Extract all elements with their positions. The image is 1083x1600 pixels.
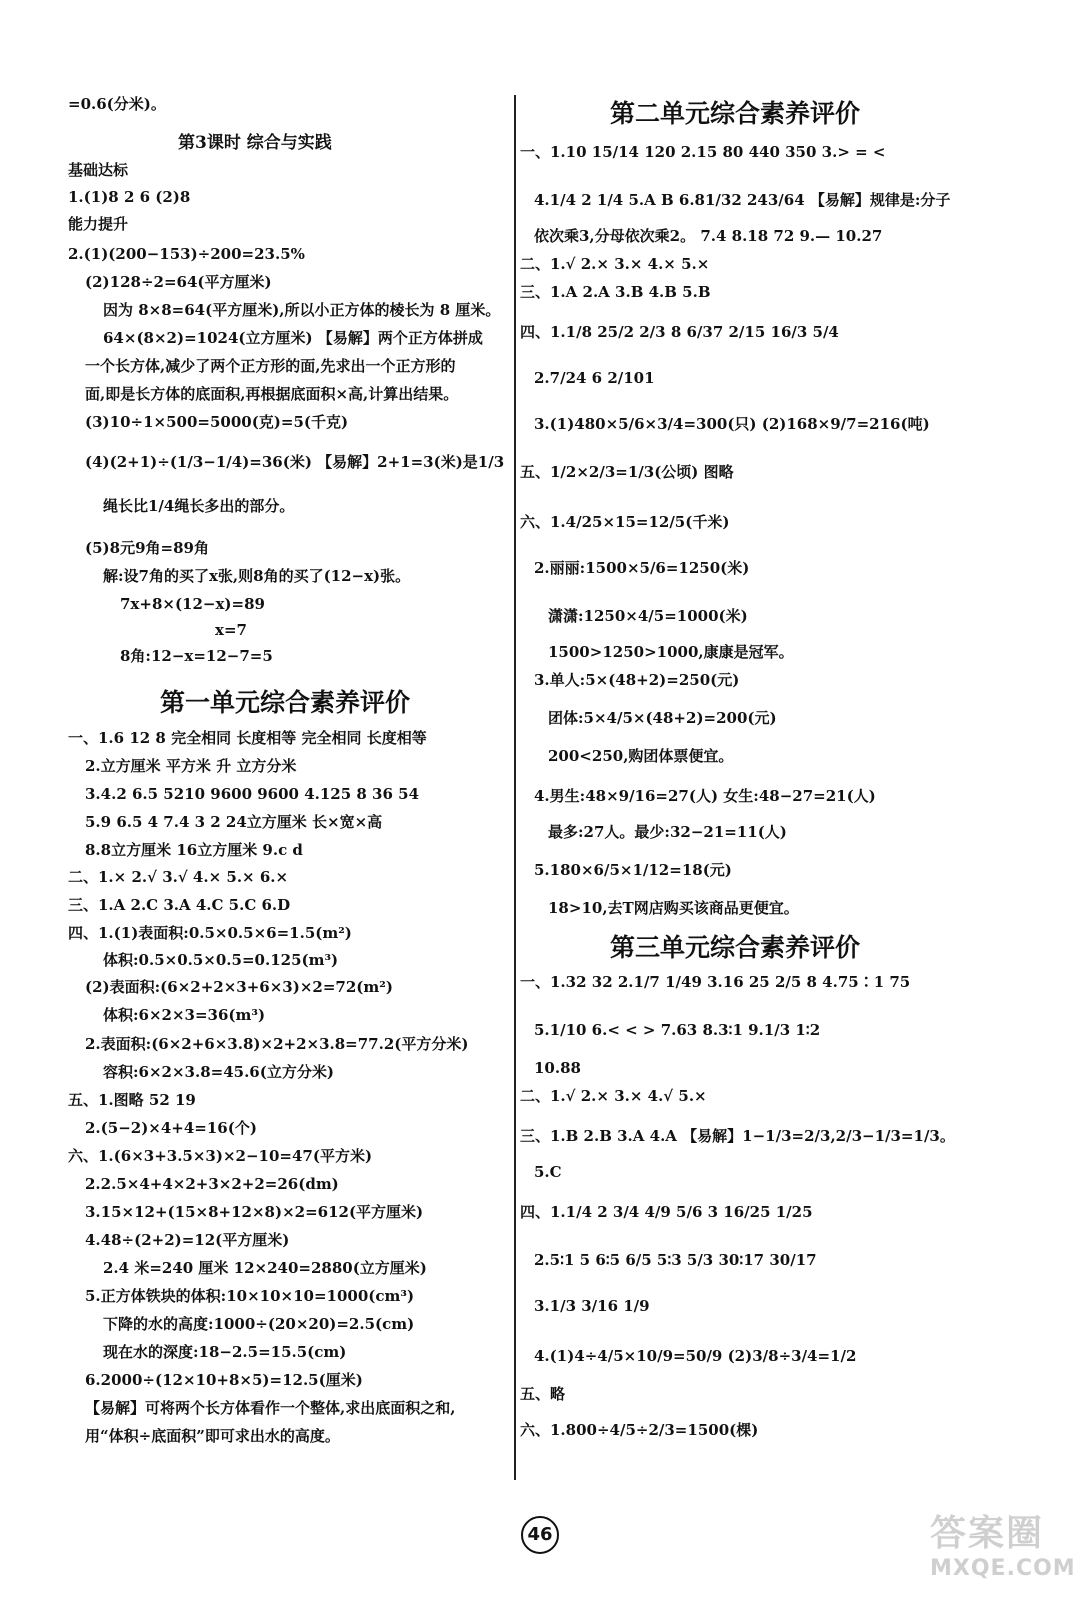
subheading: 基础达标 — [68, 161, 129, 179]
text-line: 1.(1)8 2 6 (2)8 — [68, 188, 191, 206]
text-line: 因为 8×8=64(平方厘米),所以小正方体的棱长为 8 厘米。 — [103, 301, 501, 319]
text-line: 现在水的深度:18−2.5=15.5(cm) — [103, 1343, 347, 1361]
text-line: 5.1/10 6.< < > 7.63 8.3∶1 9.1/3 1∶2 — [534, 1021, 821, 1039]
text-line: 四、1.1/4 2 3/4 4/9 5/6 3 16/25 1/25 — [520, 1203, 813, 1221]
text-line: 依次乘3,分母依次乘2。 7.4 8.18 72 9.— 10.27 — [534, 227, 883, 245]
unit-1-title: 第一单元综合素养评价 — [160, 688, 411, 717]
text-line: 一、1.32 32 2.1/7 1/49 3.16 25 2/5 8 4.75∶1 75 — [520, 973, 911, 991]
text-line: 一、1.10 15/14 120 2.15 80 440 350 3.> = < — [520, 143, 886, 161]
text-line: 3.15×12+(15×8+12×8)×2=612(平方厘米) — [85, 1203, 424, 1221]
text-line: 【易解】可将两个长方体看作一个整体,求出底面积之和, — [85, 1399, 456, 1417]
text-line: 6.2000÷(12×10+8×5)=12.5(厘米) — [85, 1371, 363, 1389]
text-line: 5.180×6/5×1/12=18(元) — [534, 861, 732, 879]
unit-3-title: 第三单元综合素养评价 — [610, 933, 861, 962]
text-line: 5.9 6.5 4 7.4 3 2 24立方厘米 长×宽×高 — [85, 813, 383, 831]
text-line: 2.(1)(200−153)÷200=23.5% — [68, 245, 305, 263]
text-line: (5)8元9角=89角 — [85, 539, 209, 557]
text-line: 4.48÷(2+2)=12(平方厘米) — [85, 1231, 290, 1249]
watermark-text: 答案圈 — [930, 1513, 1045, 1554]
page-number: 46 — [521, 1516, 559, 1554]
subheading: 能力提升 — [68, 215, 129, 233]
text-line: 4.男生:48×9/16=27(人) 女生:48−27=21(人) — [534, 787, 876, 805]
text-line: 5.C — [534, 1163, 562, 1181]
watermark-url: MXQE.COM — [930, 1556, 1076, 1581]
text-line: 二、1.× 2.√ 3.√ 4.× 5.× 6.× — [68, 868, 289, 886]
text-line: 5.正方体铁块的体积:10×10×10=1000(cm³) — [85, 1287, 415, 1305]
text-line: 用“体积÷底面积”即可求出水的高度。 — [85, 1427, 340, 1445]
text-line: 六、1.(6×3+3.5×3)×2−10=47(平方米) — [68, 1147, 373, 1165]
text-line: 3.单人:5×(48+2)=250(元) — [534, 671, 740, 689]
text-line: 1500>1250>1000,康康是冠军。 — [548, 643, 794, 661]
text-line: 2.4 米=240 厘米 12×240=2880(立方厘米) — [103, 1259, 427, 1277]
text-line: 2.立方厘米 平方米 升 立方分米 — [85, 757, 297, 775]
text-line: 一个长方体,减少了两个正方形的面,先求出一个正方形的 — [85, 357, 456, 375]
text-line: 2.表面积:(6×2+6×3.8)×2+2×3.8=77.2(平方分米) — [85, 1035, 469, 1053]
text-line: 4.(1)4÷4/5×10/9=50/9 (2)3/8÷3/4=1/2 — [534, 1347, 857, 1365]
text-line: 体积:6×2×3=36(m³) — [103, 1006, 266, 1024]
text-line: 面,即是长方体的底面积,再根据底面积×高,计算出结果。 — [85, 385, 459, 403]
text-line: x=7 — [215, 621, 247, 639]
text-line: 8角:12−x=12−7=5 — [120, 647, 273, 665]
text-line: =0.6(分米)。 — [68, 95, 166, 113]
text-line: 四、1.(1)表面积:0.5×0.5×6=1.5(m²) — [68, 924, 352, 942]
text-line: 五、1.图略 52 19 — [68, 1091, 196, 1109]
text-line: 10.88 — [534, 1059, 581, 1077]
section-heading: 第3课时 综合与实践 — [178, 133, 332, 153]
text-line: 2.(5−2)×4+4=16(个) — [85, 1119, 257, 1137]
text-line: (2)表面积:(6×2+2×3+6×3)×2=72(m²) — [85, 978, 393, 996]
text-line: 容积:6×2×3.8=45.6(立方分米) — [103, 1063, 334, 1081]
text-line: 六、1.800÷4/5÷2/3=1500(棵) — [520, 1421, 759, 1439]
text-line: (4)(2+1)÷(1/3−1/4)=36(米) 【易解】2+1=3(米)是1/3 — [85, 453, 505, 471]
text-line: 二、1.√ 2.× 3.× 4.× 5.× — [520, 255, 710, 273]
text-line: 三、1.A 2.A 3.B 4.B 5.B — [520, 283, 711, 301]
text-line: 三、1.A 2.C 3.A 4.C 5.C 6.D — [68, 896, 291, 914]
column-divider — [514, 95, 516, 1480]
text-line: 18>10,去T网店购买该商品更便宜。 — [548, 899, 799, 917]
text-line: 二、1.√ 2.× 3.× 4.√ 5.× — [520, 1087, 707, 1105]
text-line: 四、1.1/8 25/2 2/3 8 6/37 2/15 16/3 5/4 — [520, 323, 839, 341]
text-line: 潇潇:1250×4/5=1000(米) — [548, 607, 748, 625]
text-line: 3.1/3 3/16 1/9 — [534, 1297, 650, 1315]
text-line: 三、1.B 2.B 3.A 4.A 【易解】1−1/3=2/3,2/3−1/3=1/3。 — [520, 1127, 955, 1145]
text-line: 体积:0.5×0.5×0.5=0.125(m³) — [103, 951, 339, 969]
text-line: 解:设7角的买了x张,则8角的买了(12−x)张。 — [103, 567, 411, 585]
text-line: 4.1/4 2 1/4 5.A B 6.81/32 243/64 【易解】规律是:分子 — [534, 191, 951, 209]
text-line: 2.7/24 6 2/101 — [534, 369, 655, 387]
text-line: 200<250,购团体票便宜。 — [548, 747, 734, 765]
text-line: 绳长比1/4绳长多出的部分。 — [103, 497, 295, 515]
text-line: 一、1.6 12 8 完全相同 长度相等 完全相同 长度相等 — [68, 729, 427, 747]
text-line: 8.8立方厘米 16立方厘米 9.c d — [85, 841, 303, 859]
text-line: (2)128÷2=64(平方厘米) — [85, 273, 272, 291]
watermark-logo — [930, 1505, 1076, 1590]
text-line: 64×(8×2)=1024(立方厘米) 【易解】两个正方体拼成 — [103, 329, 483, 347]
text-line: 五、1/2×2/3=1/3(公顷) 图略 — [520, 463, 734, 481]
text-line: 2.丽丽:1500×5/6=1250(米) — [534, 559, 750, 577]
text-line: 最多:27人。最少:32−21=11(人) — [548, 823, 787, 841]
text-line: 五、略 — [520, 1385, 566, 1403]
text-line: 六、1.4/25×15=12/5(千米) — [520, 513, 730, 531]
text-line: 下降的水的高度:1000÷(20×20)=2.5(cm) — [103, 1315, 415, 1333]
unit-2-title: 第二单元综合素养评价 — [610, 99, 861, 128]
text-line: 2.2.5×4+4×2+3×2+2=26(dm) — [85, 1175, 339, 1193]
text-line: 3.(1)480×5/6×3/4=300(只) (2)168×9/7=216(吨) — [534, 415, 930, 433]
text-line: 7x+8×(12−x)=89 — [120, 595, 265, 613]
text-line: 团体:5×4/5×(48+2)=200(元) — [548, 709, 777, 727]
text-line: 2.5∶1 5 6∶5 6/5 5∶3 5/3 30∶17 30/17 — [534, 1251, 817, 1269]
text-line: 3.4.2 6.5 5210 9600 9600 4.125 8 36 54 — [85, 785, 420, 803]
text-line: (3)10÷1×500=5000(克)=5(千克) — [85, 413, 349, 431]
